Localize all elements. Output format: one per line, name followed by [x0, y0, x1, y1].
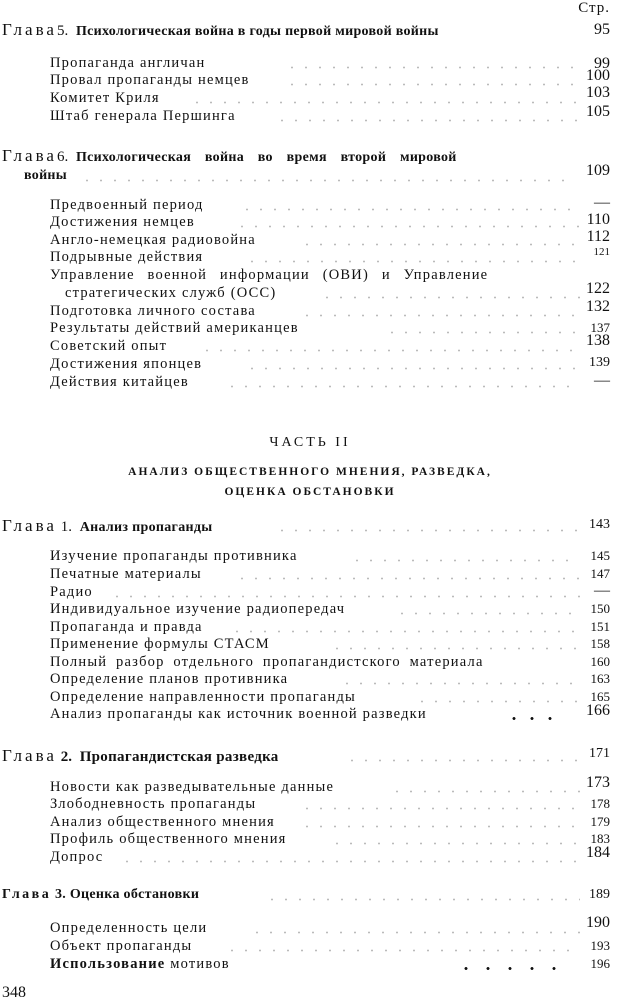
leader-dots [415, 700, 580, 703]
part-subtitle-line1: АНАЛИЗ ОБЩЕСТВЕННОГО МНЕНИЯ, РАЗВЕДКА, [128, 466, 492, 478]
chapter-title-cont: войны [24, 168, 68, 183]
chapter-6-page: 109 [586, 162, 610, 179]
toc-item: Анализ общественного мнения [50, 814, 275, 830]
chapter-5-heading [2, 20, 439, 40]
part2-chapter-2-heading [2, 746, 279, 766]
toc-item: Управление военной информации (ОВИ) и Управление [50, 267, 489, 283]
toc-item: Новости как разведывательные данные [50, 779, 335, 795]
part2-chapter-3-heading [2, 886, 199, 903]
chapter-6-heading-cont [24, 167, 67, 184]
leader-dots [340, 682, 580, 685]
part-subtitle-line2: ОЦЕНКА ОБСТАНОВКИ [224, 486, 396, 498]
toc-item-page: 179 [590, 814, 610, 829]
toc-item-page: 99 [594, 55, 610, 72]
leader-dots [265, 898, 580, 901]
toc-item-page: 147 [590, 566, 610, 581]
toc-item-page: 196 [590, 956, 610, 971]
toc-item: Результаты действий американцев [50, 320, 299, 336]
toc-item-page: 103 [586, 84, 610, 101]
toc-item: Англо-немецкая радиовойна [50, 232, 256, 248]
chapter-number: 6. [56, 149, 69, 165]
chapter-title: Психологическая война в годы первой мировой войны [75, 24, 439, 39]
part2-chapter-1-heading [2, 516, 213, 536]
toc-item-cont: стратегических служб (ОСС) [65, 285, 277, 301]
toc-item-page: 150 [590, 601, 610, 616]
page-number: 348 [2, 984, 26, 1001]
toc-item: Комитет Криля [50, 90, 160, 106]
leader-dots [285, 66, 580, 69]
leader-dots [300, 807, 580, 810]
leader-dots [455, 967, 565, 970]
leader-dots [245, 367, 580, 370]
leader-dots [235, 577, 580, 580]
leader-dots [300, 825, 580, 828]
leader-dots [110, 595, 580, 598]
toc-item: Определение направленности пропаганды [50, 689, 356, 705]
leader-dots [275, 529, 580, 532]
toc-item: Радио [50, 584, 93, 600]
toc-item-page: — [594, 194, 610, 211]
toc-item-page: 193 [590, 938, 610, 953]
toc-item: Действия китайцев [50, 374, 189, 390]
toc-item-page: 112 [586, 228, 610, 245]
chapter-prefix: Глава [2, 146, 57, 165]
toc-item-page: — [594, 372, 610, 389]
leader-dots [245, 260, 580, 263]
toc-item-page: 183 [590, 831, 610, 846]
toc-item-page: 151 [590, 619, 610, 634]
toc-item-page: 145 [590, 548, 610, 563]
toc-item-page: 137 [590, 320, 610, 335]
part2-chapter-2-page: 171 [589, 746, 610, 761]
leader-dots [120, 860, 580, 863]
toc-item: Предвоенный период [50, 197, 204, 213]
chapter-6-heading [2, 146, 457, 166]
toc-item: Индивидуальное изучение радиопередач [50, 601, 346, 617]
toc-item: Злободневность пропаганды [50, 796, 257, 812]
chapter-prefix: Глава [2, 516, 57, 535]
toc-item-page: 178 [590, 796, 610, 811]
leader-dots [285, 83, 580, 86]
leader-dots [225, 385, 580, 388]
leader-dots [385, 331, 580, 334]
toc-item: Полный разбор отдельного пропагандистского материала [50, 654, 484, 670]
leader-dots [190, 101, 580, 104]
chapter-number: 1. [60, 519, 72, 535]
leader-dots [330, 647, 580, 650]
toc-item: Достижения японцев [50, 356, 203, 372]
leader-dots [300, 314, 580, 317]
part2-chapter-3-page: 189 [589, 887, 610, 902]
toc-item: Профиль общественного мнения [50, 831, 287, 847]
toc-item: Объект пропаганды [50, 938, 193, 954]
chapter-title: Оценка обстановки [69, 887, 200, 902]
leader-dots [80, 179, 570, 182]
part-title: ЧАСТЬ II [269, 435, 351, 450]
toc-item-page: 173 [586, 774, 610, 791]
toc-item-bold-word: Использование [50, 956, 166, 972]
toc-item: Подрывные действия [50, 249, 204, 265]
toc-item: Анализ пропаганды как источник военной разведки [50, 706, 427, 722]
toc-item: Штаб генерала Першинга [50, 108, 236, 124]
toc-item: Достижения немцев [50, 214, 195, 230]
toc-item-page: 100 [586, 67, 610, 84]
chapter-prefix: Глава [2, 746, 57, 765]
leader-dots [505, 717, 565, 720]
leader-dots [240, 208, 580, 211]
toc-item-page: 121 [593, 246, 610, 256]
toc-item: Провал пропаганды немцев [50, 72, 250, 88]
toc-item: Печатные материалы [50, 566, 202, 582]
part2-chapter-1-page: 143 [589, 517, 610, 532]
leader-dots [390, 790, 580, 793]
toc-item-page: 158 [590, 636, 610, 651]
toc-item-page: — [594, 582, 610, 599]
chapter-5-page: 95 [594, 21, 610, 38]
toc-item-page: 184 [586, 844, 610, 861]
chapter-prefix: Глава [2, 20, 57, 39]
leader-dots [320, 296, 580, 299]
chapter-title: Пропагандистская разведка [79, 749, 279, 765]
toc-item: Допрос [50, 849, 104, 865]
toc-item-page: 190 [586, 914, 610, 931]
leader-dots [200, 349, 580, 352]
toc-item: Пропаганда и правда [50, 619, 203, 635]
leader-dots [350, 559, 580, 562]
toc-item-page: 105 [586, 103, 610, 120]
chapter-number: 3. [55, 887, 67, 902]
chapter-title: Анализ пропаганды [79, 520, 213, 535]
toc-item: Подготовка личного состава [50, 303, 256, 319]
toc-item-page: 166 [586, 702, 610, 719]
toc-item-page: 138 [586, 332, 610, 349]
chapter-prefix: Глава [2, 887, 52, 902]
toc-item-page: 160 [590, 654, 610, 669]
toc-item: Пропаганда англичан [50, 55, 206, 71]
toc-item [50, 956, 230, 973]
leader-dots [225, 949, 580, 952]
chapter-number: 5. [56, 23, 69, 39]
toc-item: Определенность цели [50, 920, 208, 936]
toc-item: Советский опыт [50, 338, 168, 354]
leader-dots [345, 759, 580, 762]
leader-dots [250, 931, 580, 934]
leader-dots [330, 842, 580, 845]
toc-item-page: 132 [586, 298, 610, 315]
leader-dots [275, 119, 580, 122]
toc-item-page: 163 [590, 671, 610, 686]
toc-item-page: 139 [589, 355, 610, 370]
toc-item-page: 165 [590, 689, 610, 704]
toc-item: Определение планов противника [50, 671, 289, 687]
chapter-number: 2. [60, 749, 72, 765]
leader-dots [395, 612, 580, 615]
toc-item-page: 110 [586, 211, 610, 228]
leader-dots [300, 243, 580, 246]
leader-dots [235, 225, 580, 228]
chapter-title: Психологическая война во время второй мировой [75, 150, 457, 165]
toc-item-rest: мотивов [170, 956, 230, 972]
leader-dots [230, 630, 580, 633]
page-column-header: Стр. [578, 0, 610, 16]
toc-item-page: 122 [586, 280, 610, 297]
toc-item: Применение формулы СТАСМ [50, 636, 270, 652]
toc-item: Изучение пропаганды противника [50, 548, 298, 564]
